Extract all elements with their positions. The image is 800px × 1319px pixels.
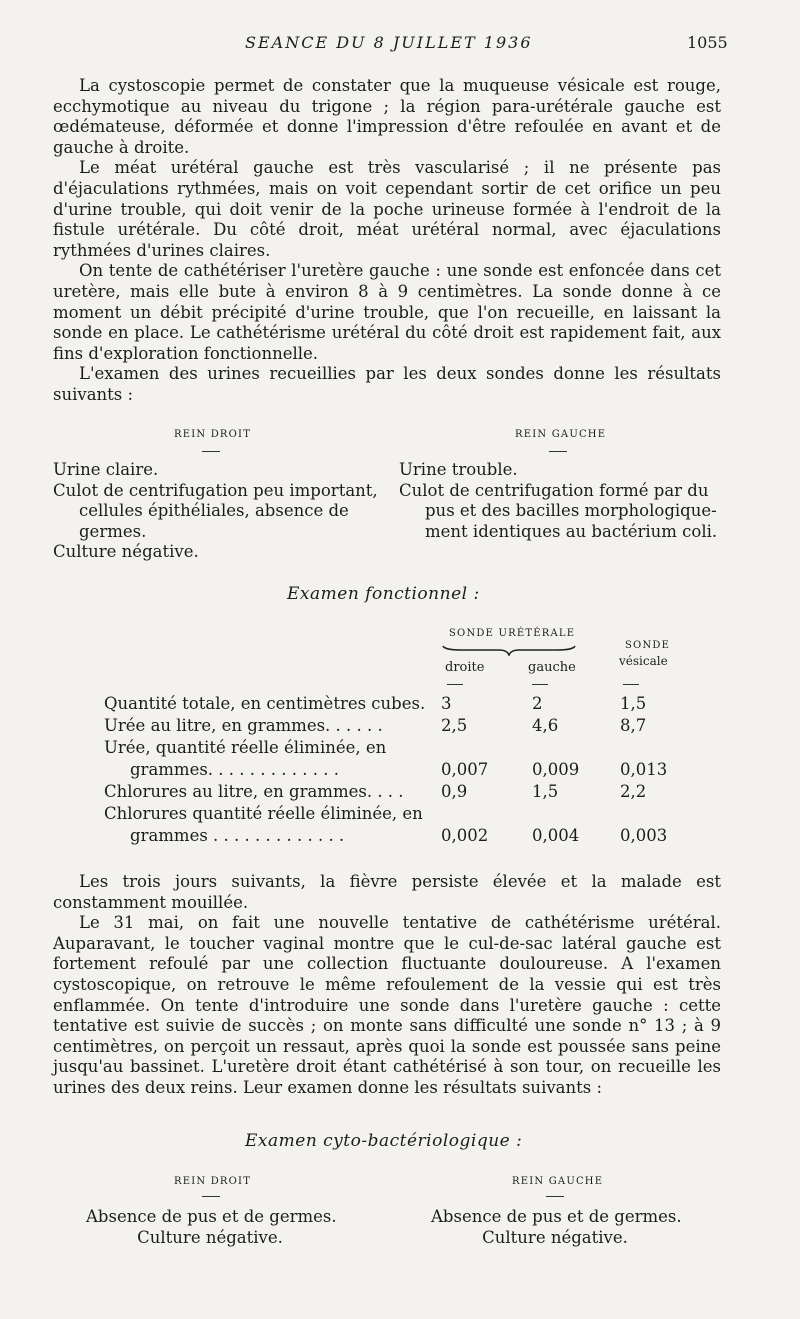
table-row — [104, 826, 724, 847]
divider — [623, 684, 639, 685]
divider — [202, 451, 220, 452]
ureteral-probe-header: SONDE URÉTÉRALE — [449, 628, 576, 639]
table-row — [104, 804, 724, 825]
row-label: Quantité totale, en centimètres cubes. — [104, 694, 426, 713]
result-line: Absence de pus et de germes. — [86, 1207, 337, 1226]
value-droite: 0,007 — [441, 760, 489, 779]
divider — [546, 1196, 564, 1197]
result-line: Culot de centrifugation formé par du — [399, 480, 709, 500]
right-kidney-cyto-results — [431, 1207, 682, 1248]
row-label: Urée, quantité réelle éliminée, en — [104, 738, 387, 757]
paragraph: Les trois jours suivants, la fièvre persiste élevée et la malade est constamment mouillée. — [53, 872, 721, 912]
table-row — [104, 760, 724, 781]
divider — [202, 1196, 220, 1197]
result-line: germes. — [79, 521, 147, 541]
value-droite: 2,5 — [441, 716, 468, 735]
cyto-exam-title: Examen cyto-bactériologique : — [245, 1131, 523, 1151]
page-number: 1055 — [687, 33, 728, 52]
right-kidney-results — [399, 460, 717, 542]
result-line: ment identiques au bactérium coli. — [425, 521, 718, 541]
table-row — [104, 738, 724, 759]
row-label: Urée au litre, en grammes. . . . . . — [104, 716, 383, 735]
result-line: Culture négative. — [137, 1227, 283, 1247]
table-row — [104, 716, 724, 737]
column-header-vesicale: vésicale — [619, 654, 668, 668]
value-vesicale: 8,7 — [620, 716, 647, 735]
value-vesicale: 1,5 — [620, 694, 647, 713]
column-header-gauche: gauche — [528, 660, 576, 675]
row-label: grammes . . . . . . . . . . . . . — [130, 826, 345, 845]
row-label: Chlorures au litre, en grammes. . . . — [104, 782, 404, 801]
right-kidney-heading: REIN GAUCHE — [515, 429, 607, 440]
body-text-top — [53, 76, 721, 406]
value-vesicale: 0,013 — [620, 760, 668, 779]
result-line: Culture négative. — [482, 1227, 628, 1247]
paragraph: La cystoscopie permet de constater que la muqueuse vésicale est rouge, ecchymotique au niveau du trigone ; la région para-urétérale gauche est œdémateuse, déformée et donne l'impression d'être refoulée en avant et de gauche à droite. — [53, 76, 721, 157]
paragraph: Le méat urétéral gauche est très vascularisé ; il ne présente pas d'éjaculations rythmées, mais on voit cependant sortir de cet orifice un peu d'urine trouble, qui doit venir de la poche urineuse formée à l'endroit de la fistule urétérale. Du côté droit, méat urétéral normal, avec éjaculations rythmées d'urines claires. — [53, 158, 721, 260]
result-line: Absence de pus et de germes. — [431, 1207, 682, 1226]
paragraph: On tente de cathétériser l'uretère gauche : une sonde est enfoncée dans cet uretère, mais elle bute à environ 8 à 9 centimètres. La sonde donne à ce moment un débit précipité d'urine trouble, que l'on recueille, en laissant la sonde en place. Le cathétérisme urétéral du côté droit est rapidement fait, aux fins d'exploration fonctionnelle. — [53, 261, 721, 363]
table-row — [104, 694, 724, 715]
running-title: SEANCE DU 8 JUILLET 1936 — [245, 33, 533, 52]
column-header-vesical-probe: SONDE — [625, 640, 671, 651]
body-text-bottom — [53, 872, 721, 1099]
value-gauche: 1,5 — [532, 782, 559, 801]
value-vesicale: 0,003 — [620, 826, 668, 845]
divider — [532, 684, 548, 685]
value-vesicale: 2,2 — [620, 782, 647, 801]
paragraph: Le 31 mai, on fait une nouvelle tentative de cathétérisme urétéral. Auparavant, le toucher vaginal montre que le cul-de-sac latéral gauche est fortement refoulé par une collection fluctuante douloureuse. A l'examen cystoscopique, on retrouve le même refoulement de la vessie qui est très enflammée. On tente d'introduire une sonde dans l'uretère gauche : cette tentative est suivie de succès ; on monte sans difficulté une sonde n° 13 ; à 9 centimètres, on perçoit un ressaut, après quoi la sonde est poussée sans peine jusqu'au bassinet. L'uretère droit étant cathétérisé à son tour, on recueille les urines des deux reins. Leur examen donne les résultats suivants : — [53, 913, 721, 1097]
left-kidney-heading: REIN DROIT — [174, 429, 252, 440]
paragraph: L'examen des urines recueillies par les deux sondes donne les résultats suivants : — [53, 364, 721, 404]
value-gauche: 0,004 — [532, 826, 580, 845]
result-line: cellules épithéliales, absence de — [79, 501, 349, 521]
result-line: Urine claire. — [53, 460, 159, 479]
value-gauche: 4,6 — [532, 716, 559, 735]
functional-exam-title: Examen fonctionnel : — [287, 584, 480, 604]
result-line: Urine trouble. — [399, 460, 518, 479]
value-droite: 0,9 — [441, 782, 468, 801]
row-label: grammes. . . . . . . . . . . . . — [130, 760, 339, 779]
result-line: pus et des bacilles morphologique- — [425, 501, 717, 521]
result-line: Culture négative. — [53, 542, 199, 562]
row-label: Chlorures quantité réelle éliminée, en — [104, 804, 423, 823]
value-gauche: 2 — [532, 694, 543, 713]
left-kidney-heading: REIN DROIT — [174, 1176, 252, 1187]
value-gauche: 0,009 — [532, 760, 580, 779]
left-kidney-cyto-results — [86, 1207, 337, 1248]
divider — [447, 684, 463, 685]
value-droite: 3 — [441, 694, 452, 713]
column-header-droite: droite — [445, 660, 485, 675]
divider — [549, 451, 567, 452]
right-kidney-heading: REIN GAUCHE — [512, 1176, 604, 1187]
table-row — [104, 782, 724, 803]
brace-icon — [441, 642, 577, 656]
value-droite: 0,002 — [441, 826, 489, 845]
result-line: Culot de centrifugation peu important, — [53, 480, 378, 500]
left-kidney-results — [53, 460, 378, 563]
